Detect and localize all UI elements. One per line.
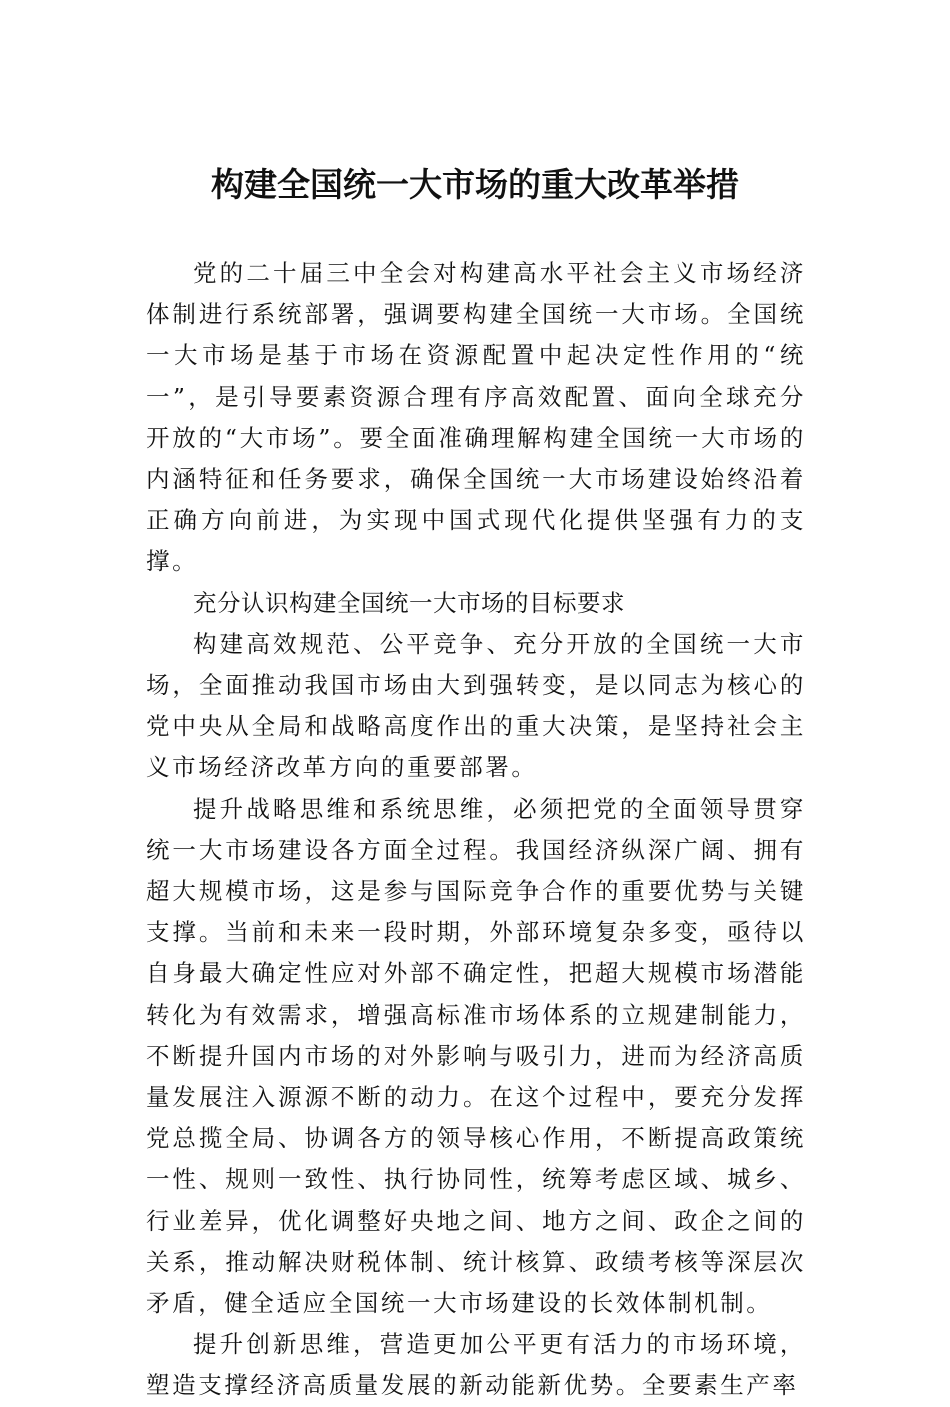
body-paragraph-1: 构建高效规范、公平竞争、充分开放的全国统一大市场，全面推动我国市场由大到强转变，是以同志为核心的党中央从全局和战略高度作出的重大决策，是坚持社会主义市场经济改革方向的重要部署。 <box>146 629 806 782</box>
body-paragraph-2: 提升战略思维和系统思维，必须把党的全面领导贯穿统一大市场建设各方面全过程。我国经济纵深广阔、拥有超大规模市场，这是参与国际竞争合作的重要优势与关键支撑。当前和未来一段时期，外部环境复杂多变，亟待以自身最大确定性应对外部不确定性，把超大规模市场潜能转化为有效需求，增强高标准市场体系的立规建制能力，不断提升国内市场的对外影响与吸引力，进而为经济高质量发展注入源源不断的动力。在这个过程中，要充分发挥党总揽全局、协调各方的领导核心作用，不断提高政策统一性、规则一致性、执行协同性，统筹考虑区域、城乡、行业差异，优化调整好央地之间、地方之间、政企之间的关系，推动解决财税体制、统计核算、政绩考核等深层次矛盾，健全适应全国统一大市场建设的长效体制机制。 <box>146 794 806 1318</box>
body-paragraph-3: 提升创新思维，营造更加公平更有活力的市场环境，塑造支撑经济高质量发展的新动能新优势。全要素生产率 <box>146 1330 806 1400</box>
section-heading: 充分认识构建全国统一大市场的目标要求 <box>193 588 625 617</box>
intro-paragraph: 党的二十届三中全会对构建高水平社会主义市场经济体制进行系统部署，强调要构建全国统一大市场。全国统一大市场是基于市场在资源配置中起决定性作用的“统一”，是引导要素资源合理有序高效配置、面向全球充分开放的“大市场”。要全面准确理解构建全国统一大市场的内涵特征和任务要求，确保全国统一大市场建设始终沿着正确方向前进，为实现中国式现代化提供坚强有力的支撑。 <box>146 259 806 576</box>
document-title: 构建全国统一大市场的重大改革举措 <box>211 165 739 204</box>
document-body <box>146 253 806 1407</box>
